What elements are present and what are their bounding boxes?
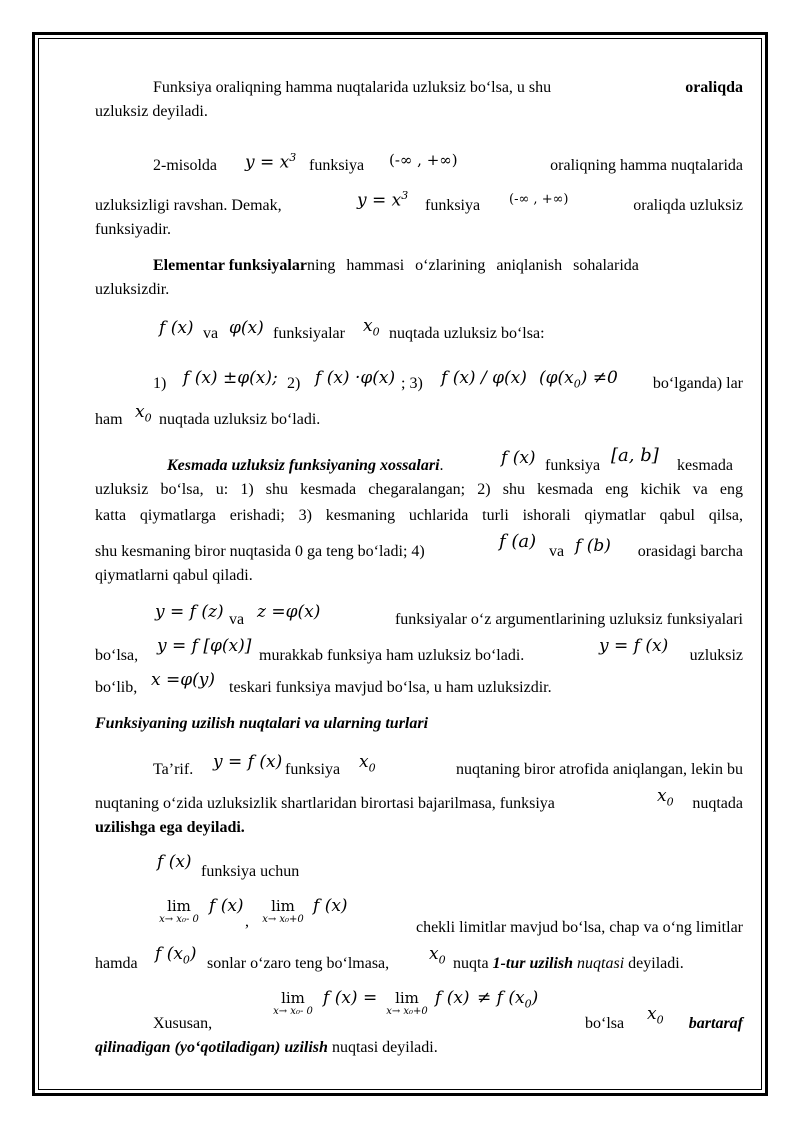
text: Funksiya oraliqning hamma nuqtalarida uzluksiz bo‘lsa, u shu [153,79,552,96]
paragraph-line: uzluksizdir. [95,281,170,298]
text: funksiyalar [273,325,345,342]
text: nuqta 1-tur uzilish nuqtasi deyiladi. [453,955,684,972]
text: bo‘lib, [95,679,138,696]
text: nuqtada uzluksiz bo‘ladi. [159,411,321,428]
paragraph-line: katta qiymatlarga erishadi; 3) kesmaning uchlarida turli ishorali qiymatlar qabul qilsa, [95,507,743,524]
formula-z-phi: z =φ(x) [257,602,321,622]
formula-x0: $x_0$ [647,1004,664,1027]
formula-f-x: f (x) [435,988,470,1008]
formula-f-a: f (a) [499,531,537,552]
text: , [245,913,249,930]
text: va [549,543,565,560]
formula-segment: [a, b] [611,445,659,466]
paragraph-line: shu kesmaning biror nuqtasida 0 ga teng bo‘ladi; 4) [95,543,425,560]
text: uzluksiz [689,647,743,664]
formula-x0: $x_0$ [429,944,446,967]
formula-condition: ($\varphi(x_0) \ne 0$ [539,368,618,391]
list-number: ; 3) [401,375,423,392]
text: kesmada [677,457,733,474]
formula-x0: $x_0$ [135,402,152,425]
text: funksiya [425,197,481,214]
text: funksiya [285,761,341,778]
formula-x0: $x_0$ [363,316,380,339]
text: hamda [95,955,138,972]
formula-f-x: f (x) [159,318,194,338]
text: orasidagi barcha [637,543,743,560]
text: funksiya [309,157,365,174]
formula-y-x3: $y = x^3$ [357,189,409,211]
formula-f-x: f (x) [323,988,358,1008]
limit-right: lim x→ x₀+0 [262,897,304,925]
list-number: 1) [153,375,167,392]
formula-quotient: f (x) / φ(x) [441,368,527,388]
formula-product: f (x) ·φ(x) [315,368,396,388]
paragraph-line: qiymatlarni qabul qiladi. [95,567,253,584]
formula-phi-x: φ(x) [229,318,264,338]
formula-sum: f (x) ±φ(x); [183,368,278,388]
section-heading: Funksiyaning uzilish nuqtalari va ularning turlari [95,715,429,732]
text: bo‘lganda) lar [652,375,743,392]
formula-y-fx: y = f (x) [213,752,283,772]
text: chekli limitlar mavjud bo‘lsa, chap va o‘ng limitlar [415,919,743,936]
formula-composite: y = f [φ(x)] [157,636,252,656]
formula-equals: = [363,988,378,1008]
formula-f-b: f (b) [575,536,611,556]
formula-f-x: f (x) [209,896,244,916]
text: 2-misolda [153,157,217,174]
text: teskari funksiya mavjud bo‘lsa, u ham uzluksizdir. [229,679,552,696]
formula-y-x3: $y = x^3$ [245,151,297,173]
text: nuqtada [692,795,743,812]
text: nuqtada uzluksiz bo‘lsa: [389,325,545,342]
text: sonlar o‘zaro teng bo‘lmasa, [207,955,390,972]
text: va [203,325,219,342]
bold-italic-term: bartaraf [688,1015,743,1032]
text: va [229,611,245,628]
paragraph-line: Kesmada uzluksiz funksiyaning xossalari. [167,457,444,474]
paragraph-line: uzluksiz bo‘lsa, u: 1) shu kesmada chegaralangan; 2) shu kesmada eng kichik va eng [95,481,743,498]
paragraph-line: uzluksiz deyiladi. [95,103,208,120]
paragraph-line: Elementar funksiyalarning hammasi o‘zlarining aniqlanish sohalarida [153,257,639,274]
limit-left: lim x→ x₀- 0 [159,897,199,925]
formula-f-x: f (x) [157,852,192,872]
limit-right: lim x→ x₀+0 [386,989,428,1017]
text: bo‘lsa, [95,647,139,664]
text: nuqtaning o‘zida uzluksizlik shartlaridan birortasi bajarilmasa, funksiya [95,795,555,812]
text: funksiyadir. [95,221,171,238]
text: funksiyalar o‘z argumentlarining uzluksiz funksiyalari [394,611,743,628]
text: murakkab funksiya ham uzluksiz bo‘ladi. [259,647,525,664]
formula-x0: $x_0$ [359,752,376,775]
formula-neq-f-x0: ≠ f $(x_0)$ [477,988,539,1011]
paragraph-line: qilinadigan (yo‘qotiladigan) uzilish nuqtasi deyiladi. [95,1039,438,1056]
limit-left: lim x→ x₀- 0 [273,989,313,1017]
formula-y-fz: y = f (z) [155,602,224,622]
text: funksiya uchun [201,863,300,880]
formula-f-x: f (x) [501,448,536,468]
formula-f-x0: f $(x_0)$ [155,944,197,967]
list-number: 2) [287,375,301,392]
text: oraliqning hamma nuqtalarida [550,157,743,174]
text: bo‘lsa [585,1015,625,1032]
bold-term: oraliqda [685,79,743,96]
formula-interval: (-∞ , +∞) [509,192,569,207]
text: ham [95,411,123,428]
text: Xususan, [153,1015,213,1032]
text: oraliqda uzluksiz [633,197,743,214]
bold-term: uzilishga ega deyiladi. [95,819,245,836]
formula-y-fx: y = f (x) [599,636,669,656]
formula-x-phi: x =φ(y) [151,670,216,690]
paragraph-line [153,78,743,98]
text: Ta’rif. [153,761,194,778]
formula-f-x: f (x) [313,896,348,916]
text: uzluksizligi ravshan. Demak, [95,197,282,214]
text: nuqtaning biror atrofida aniqlangan, lekin bu [455,761,743,778]
formula-x0: $x_0$ [657,786,674,809]
formula-interval: (-∞ , +∞) [389,151,458,169]
text: funksiya [545,457,601,474]
